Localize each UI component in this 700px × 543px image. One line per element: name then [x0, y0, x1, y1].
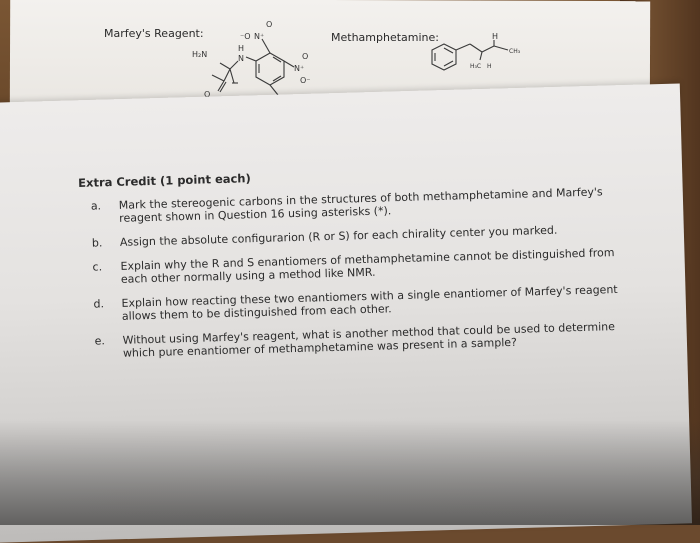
- photo-shadow: [0, 420, 700, 525]
- question-b: [80, 222, 620, 250]
- question-text: Assign the absolute configurarion (R or S) for each chirality center you marked.: [119, 223, 558, 249]
- reagent-label: Marfey's Reagent:: [104, 27, 204, 40]
- h2n-label: H₂N: [192, 50, 208, 59]
- methamphetamine-structure: [412, 30, 542, 90]
- question-letter: e.: [94, 334, 106, 348]
- nitro-right-n-label: N⁺: [294, 64, 305, 73]
- drug-label: Methamphetamine:: [331, 31, 439, 44]
- question-letter: a.: [90, 199, 102, 213]
- question-c: [80, 246, 621, 287]
- nh-h-label: H: [238, 44, 245, 53]
- question-e: [82, 320, 623, 361]
- question-letter: c.: [92, 260, 103, 274]
- question-text: Explain how reacting these two enantiomers with a single enantiomer of Marfey's reagent allows them to be distinguished from each other.: [121, 282, 618, 323]
- question-text: Explain why the R and S enantiomers of methamphetamine cannot be distinguished from each other normally using a method like NMR.: [120, 246, 615, 286]
- extra-credit-section: [78, 161, 623, 372]
- nitro-right-ominus-label: O⁻: [300, 76, 311, 85]
- h3c-label: H₃C: [470, 63, 482, 70]
- extra-credit-heading: Extra Credit (1 point each): [78, 171, 251, 190]
- nitro-right-o-label: O: [302, 52, 309, 61]
- question-letter: b.: [91, 236, 103, 250]
- question-text: Without using Marfey's reagent, what is another method that could be used to determine which pure enantiomer of methamphetamine was present in a sample?: [122, 320, 616, 360]
- nitro-top-ominus-label: ⁻O: [240, 32, 251, 41]
- meth-ring: [432, 44, 456, 70]
- nh-n-label: N: [238, 54, 244, 63]
- nitro-top-o-label: O: [266, 20, 273, 29]
- o-left-label: O: [204, 90, 211, 99]
- nitro-top-n-label: N⁺: [254, 32, 265, 41]
- question-d: [81, 283, 622, 324]
- question-text: Mark the stereogenic carbons in the structures of both methamphetamine and Marfey's reagent shown in Question 16 using asterisks (*).: [118, 185, 603, 225]
- meth-h-label: H: [492, 32, 499, 41]
- question-letter: d.: [93, 297, 105, 311]
- meth-h2-label: H: [487, 63, 492, 70]
- ch3-label: CH₃: [509, 48, 521, 55]
- marfey-ring: [256, 53, 284, 85]
- question-a: [79, 185, 620, 226]
